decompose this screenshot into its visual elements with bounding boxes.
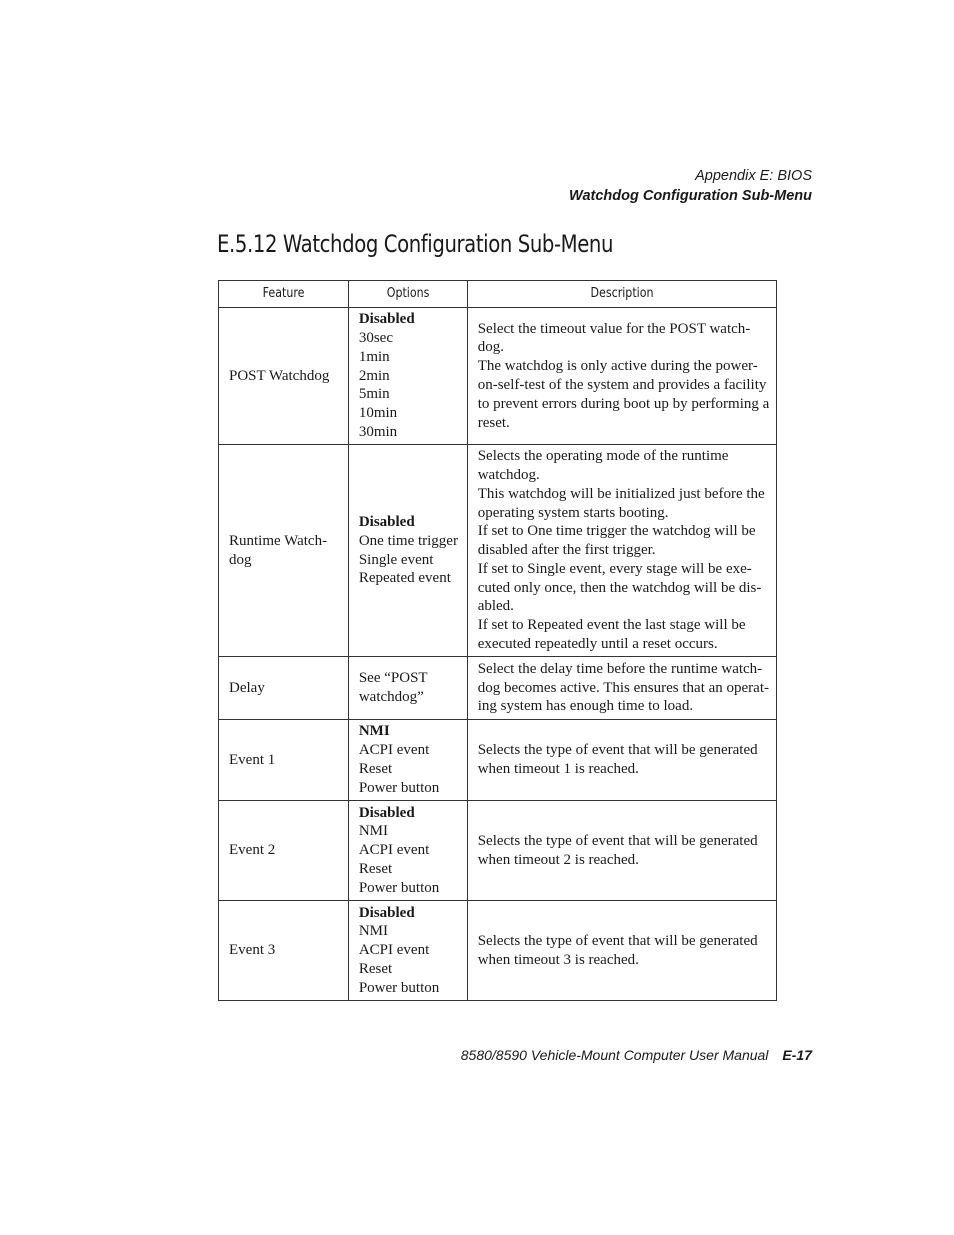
page-footer xyxy=(461,1047,812,1063)
feature-name-line: Event 2 xyxy=(229,842,276,859)
option-value: watchdog” xyxy=(358,689,424,705)
description-line: dog becomes active. This ensures that an operat- xyxy=(477,679,769,696)
description-line: on-self-test of the system and provides a facility xyxy=(477,377,767,393)
option-value: See “POST xyxy=(358,670,428,687)
description-line: If set to One time trigger the watchdog will be xyxy=(477,523,756,540)
default-option: Disabled xyxy=(358,311,415,328)
description-line: Select the timeout value for the POST watch- xyxy=(477,320,751,337)
option-value: 30sec xyxy=(358,330,393,346)
column-header-options xyxy=(348,281,467,308)
default-option: Disabled xyxy=(358,804,415,821)
feature-cell xyxy=(219,445,349,657)
default-option: Disabled xyxy=(358,904,415,921)
description-cell xyxy=(467,720,776,801)
footer-manual-title: 8580/8590 Vehicle-Mount Computer User Manual xyxy=(460,1047,769,1063)
option-value: 2min xyxy=(358,367,390,384)
column-header-description xyxy=(467,281,776,308)
option-value: 30min xyxy=(358,423,398,440)
option-value: Reset xyxy=(358,761,393,777)
option-value: Power button xyxy=(358,879,440,896)
option-value: 1min xyxy=(358,348,390,365)
option-value: NMI xyxy=(358,923,388,940)
description-line: reset. xyxy=(477,414,510,431)
feature-cell xyxy=(219,720,349,801)
running-header-section: Watchdog Configuration Sub-Menu xyxy=(569,188,812,204)
running-header-chapter: Appendix E: BIOS xyxy=(695,168,812,184)
description-line: If set to Single event, every stage will be exe- xyxy=(477,560,752,577)
default-option: Disabled xyxy=(358,513,415,530)
feature-cell xyxy=(219,901,349,1001)
footer-page-number: E-17 xyxy=(782,1047,812,1063)
section-title: E.5.12 Watchdog Configuration Sub-Menu xyxy=(217,230,614,258)
feature-cell xyxy=(219,801,349,901)
option-value: NMI xyxy=(358,823,388,840)
table-row xyxy=(219,657,777,720)
description-line: dog. xyxy=(477,339,504,356)
table-row xyxy=(219,801,777,901)
description-line: The watchdog is only active during the power- xyxy=(477,358,758,375)
description-cell xyxy=(467,308,776,445)
options-cell xyxy=(348,720,467,801)
option-value: ACPI event xyxy=(358,942,430,959)
description-line: disabled after the first trigger. xyxy=(477,542,656,559)
description-cell xyxy=(467,445,776,657)
table-header-row xyxy=(219,281,777,308)
running-header xyxy=(569,166,812,206)
table-row xyxy=(219,720,777,801)
description-line: If set to Repeated event the last stage will be xyxy=(477,617,746,634)
feature-cell xyxy=(219,657,349,720)
description-line: to prevent errors during boot up by performing a xyxy=(477,395,770,412)
description-line: watchdog. xyxy=(477,466,540,483)
description-line: Selects the operating mode of the runtime xyxy=(477,448,729,465)
option-value: Power button xyxy=(358,979,440,996)
description-line: Selects the type of event that will be generated xyxy=(477,932,758,949)
option-value: One time trigger xyxy=(358,532,458,549)
feature-name-line: Event 1 xyxy=(229,751,276,768)
description-line: abled. xyxy=(477,598,514,615)
feature-name-line: Delay xyxy=(229,679,265,696)
description-line: ing system has enough time to load. xyxy=(477,698,694,715)
description-line: Select the delay time before the runtime watch- xyxy=(477,660,763,677)
feature-name-line: Event 3 xyxy=(229,942,276,959)
feature-name-line: dog xyxy=(229,551,252,568)
column-header-description-label: Description xyxy=(590,285,654,301)
options-cell xyxy=(348,801,467,901)
option-value: 10min xyxy=(358,405,398,422)
description-line: Selects the type of event that will be generated xyxy=(477,832,758,849)
table-row xyxy=(219,901,777,1001)
default-option: NMI xyxy=(358,723,390,740)
column-header-options-label: Options xyxy=(386,285,430,301)
description-line: Selects the type of event that will be generated xyxy=(477,742,758,759)
option-value: Power button xyxy=(358,779,440,796)
option-value: ACPI event xyxy=(358,842,430,859)
column-header-feature-label: Feature xyxy=(262,285,305,301)
option-value: Reset xyxy=(358,860,393,877)
option-value: Single event xyxy=(358,551,434,568)
table-body xyxy=(219,308,777,1001)
description-line: when timeout 3 is reached. xyxy=(477,951,639,968)
option-value: Reset xyxy=(358,960,393,977)
table-row xyxy=(219,445,777,657)
watchdog-feature-table xyxy=(218,280,777,1001)
column-header-feature xyxy=(219,281,349,308)
option-value: 5min xyxy=(358,386,390,403)
description-cell xyxy=(467,801,776,901)
description-cell xyxy=(467,657,776,720)
table-row xyxy=(219,308,777,445)
feature-cell xyxy=(219,308,349,445)
description-line: This watchdog will be initialized just before the xyxy=(477,485,765,502)
options-cell xyxy=(348,445,467,657)
feature-name-line: Runtime Watch- xyxy=(229,532,328,549)
feature-name-line: POST Watchdog xyxy=(229,367,330,384)
description-line: when timeout 2 is reached. xyxy=(477,851,639,868)
options-cell xyxy=(348,657,467,720)
options-cell xyxy=(348,901,467,1001)
description-line: when timeout 1 is reached. xyxy=(477,761,639,777)
description-cell xyxy=(467,901,776,1001)
description-line: cuted only once, then the watchdog will be dis- xyxy=(477,579,762,596)
option-value: ACPI event xyxy=(358,742,430,759)
description-line: operating system starts booting. xyxy=(477,504,669,521)
description-line: executed repeatedly until a reset occurs. xyxy=(477,636,718,653)
options-cell xyxy=(348,308,467,445)
option-value: Repeated event xyxy=(358,570,451,587)
